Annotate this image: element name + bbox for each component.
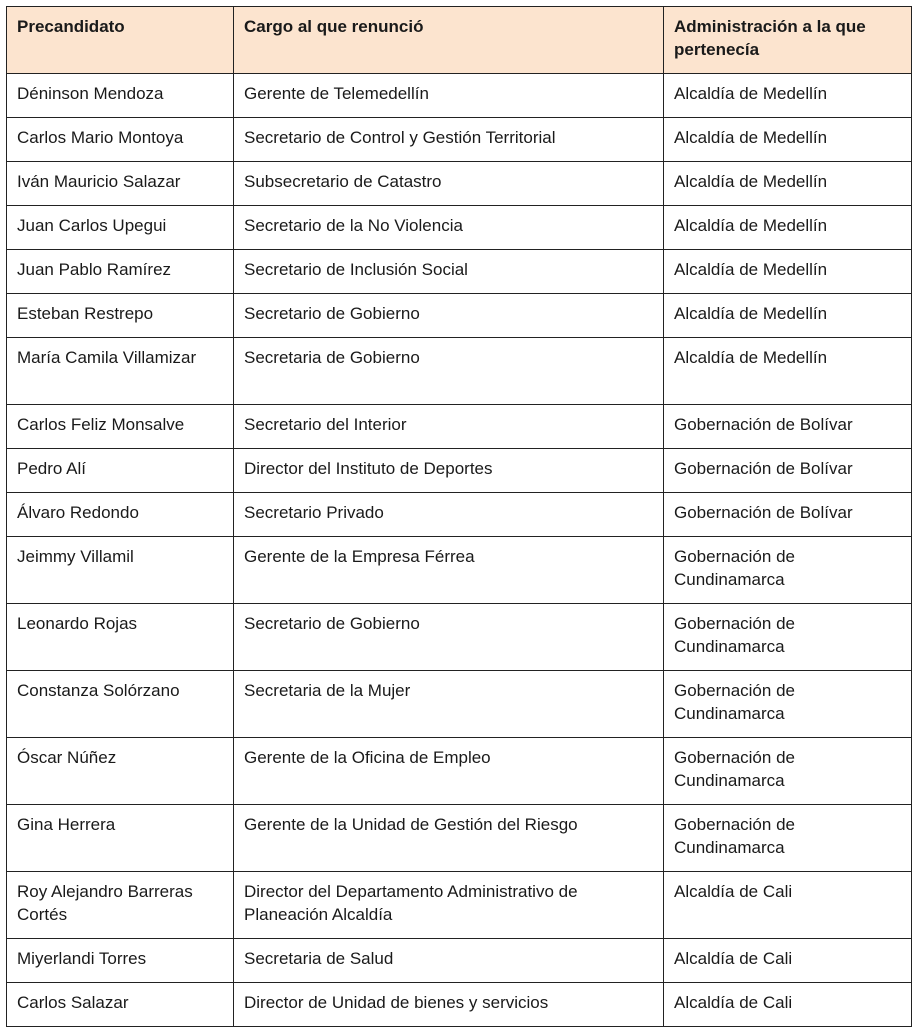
cell-administracion: Gobernación de Bolívar — [664, 449, 912, 493]
cell-administracion: Alcaldía de Medellín — [664, 74, 912, 118]
cell-precandidato: Roy Alejandro Barreras Cortés — [7, 872, 234, 939]
cell-cargo: Secretaria de la Mujer — [234, 671, 664, 738]
cell-precandidato: Jeimmy Villamil — [7, 537, 234, 604]
cell-cargo: Secretaria de Salud — [234, 939, 664, 983]
cell-administracion: Gobernación de Cundinamarca — [664, 604, 912, 671]
cell-administracion: Gobernación de Cundinamarca — [664, 671, 912, 738]
cell-precandidato: Gina Herrera — [7, 805, 234, 872]
cell-administracion: Gobernación de Bolívar — [664, 493, 912, 537]
cell-precandidato: Miyerlandi Torres — [7, 939, 234, 983]
table-row — [7, 671, 912, 738]
cell-cargo: Director del Instituto de Deportes — [234, 449, 664, 493]
table-row — [7, 118, 912, 162]
table-row — [7, 162, 912, 206]
cell-administracion: Alcaldía de Medellín — [664, 250, 912, 294]
table-row — [7, 294, 912, 338]
table-row — [7, 449, 912, 493]
cell-precandidato: Carlos Mario Montoya — [7, 118, 234, 162]
cell-administracion: Alcaldía de Cali — [664, 872, 912, 939]
cell-administracion: Alcaldía de Medellín — [664, 338, 912, 405]
table-row — [7, 738, 912, 805]
cell-cargo: Director de Unidad de bienes y servicios — [234, 983, 664, 1027]
cell-cargo: Secretario de Gobierno — [234, 604, 664, 671]
cell-administracion: Alcaldía de Medellín — [664, 294, 912, 338]
cell-cargo: Gerente de la Unidad de Gestión del Riesgo — [234, 805, 664, 872]
cell-cargo: Secretario de Gobierno — [234, 294, 664, 338]
cell-administracion: Alcaldía de Cali — [664, 983, 912, 1027]
cell-cargo: Secretario de Control y Gestión Territorial — [234, 118, 664, 162]
cell-precandidato: Esteban Restrepo — [7, 294, 234, 338]
cell-administracion: Alcaldía de Medellín — [664, 162, 912, 206]
table-row — [7, 250, 912, 294]
cell-precandidato: Juan Pablo Ramírez — [7, 250, 234, 294]
cell-precandidato: Constanza Solórzano — [7, 671, 234, 738]
resignations-table — [6, 6, 912, 1027]
table-row — [7, 493, 912, 537]
table-row — [7, 74, 912, 118]
table-body — [7, 74, 912, 1027]
cell-precandidato: Carlos Feliz Monsalve — [7, 405, 234, 449]
cell-precandidato: Iván Mauricio Salazar — [7, 162, 234, 206]
cell-cargo: Director del Departamento Administrativo de Planeación Alcaldía — [234, 872, 664, 939]
cell-administracion: Alcaldía de Medellín — [664, 118, 912, 162]
cell-administracion: Alcaldía de Medellín — [664, 206, 912, 250]
table-row — [7, 405, 912, 449]
cell-cargo: Secretario de la No Violencia — [234, 206, 664, 250]
cell-precandidato: Óscar Núñez — [7, 738, 234, 805]
cell-cargo: Secretaria de Gobierno — [234, 338, 664, 405]
cell-cargo: Gerente de la Oficina de Empleo — [234, 738, 664, 805]
table-row — [7, 604, 912, 671]
header-precandidato: Precandidato — [7, 7, 234, 74]
cell-administracion: Alcaldía de Cali — [664, 939, 912, 983]
table-row — [7, 872, 912, 939]
cell-precandidato: Leonardo Rojas — [7, 604, 234, 671]
table-header-row — [7, 7, 912, 74]
cell-precandidato: Juan Carlos Upegui — [7, 206, 234, 250]
header-cargo: Cargo al que renunció — [234, 7, 664, 74]
table-row — [7, 537, 912, 604]
cell-administracion: Gobernación de Bolívar — [664, 405, 912, 449]
header-administracion: Administración a la que pertenecía — [664, 7, 912, 74]
cell-cargo: Subsecretario de Catastro — [234, 162, 664, 206]
cell-administracion: Gobernación de Cundinamarca — [664, 537, 912, 604]
cell-cargo: Secretario de Inclusión Social — [234, 250, 664, 294]
cell-precandidato: María Camila Villamizar — [7, 338, 234, 405]
cell-administracion: Gobernación de Cundinamarca — [664, 805, 912, 872]
table-row — [7, 206, 912, 250]
cell-precandidato: Carlos Salazar — [7, 983, 234, 1027]
table-row — [7, 939, 912, 983]
cell-cargo: Gerente de Telemedellín — [234, 74, 664, 118]
cell-cargo: Secretario del Interior — [234, 405, 664, 449]
cell-precandidato: Álvaro Redondo — [7, 493, 234, 537]
cell-cargo: Gerente de la Empresa Férrea — [234, 537, 664, 604]
cell-precandidato: Pedro Alí — [7, 449, 234, 493]
cell-cargo: Secretario Privado — [234, 493, 664, 537]
table-row — [7, 338, 912, 405]
cell-administracion: Gobernación de Cundinamarca — [664, 738, 912, 805]
table-row — [7, 805, 912, 872]
table-row — [7, 983, 912, 1027]
cell-precandidato: Déninson Mendoza — [7, 74, 234, 118]
